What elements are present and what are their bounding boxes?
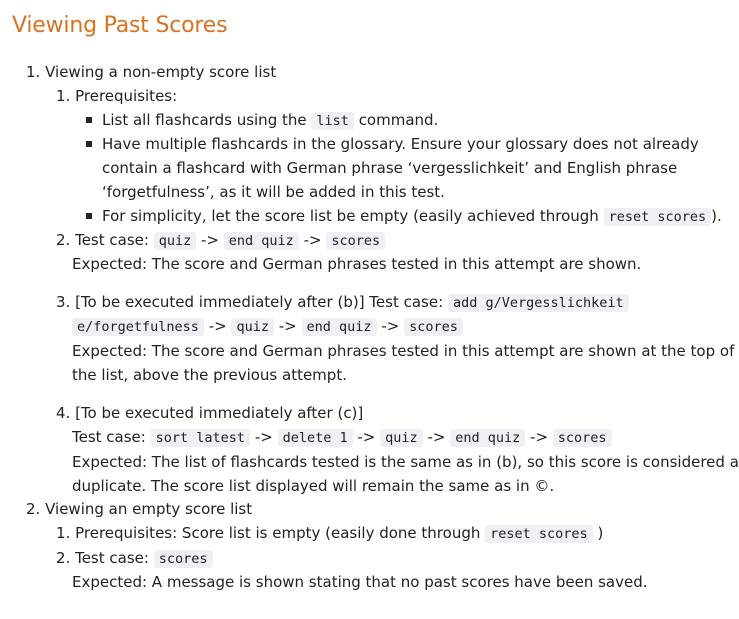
heading-text: Viewing an empty score list <box>45 500 253 518</box>
inline-code: end quiz <box>450 429 525 447</box>
inline-code: scores <box>326 232 385 250</box>
expected-text: Expected: The list of flashcards tested is the same as in (b), so this score is considered a <box>72 453 739 471</box>
text: ) <box>597 524 604 542</box>
arrow: -> <box>278 317 297 335</box>
test-case-line <box>72 316 463 337</box>
bullet-item-line: contain a flashcard with German phrase ‘vergesslichkeit’ and English phrase <box>102 159 678 177</box>
list-number: 1. <box>26 63 41 81</box>
bullet-item-line: Have multiple flashcards in the glossary. Ensure your glossary does not already <box>102 135 699 153</box>
bullet-item <box>102 206 722 227</box>
inline-code: scores <box>553 429 612 447</box>
inline-code: add g/Vergesslichkeit <box>448 294 629 312</box>
text: command. <box>358 111 439 129</box>
arrow: -> <box>201 231 219 249</box>
expected-text: Expected: A message is shown stating that no past scores have been saved. <box>72 573 648 591</box>
list-number: 2. <box>26 500 41 518</box>
inline-code: e/forgetfulness <box>72 318 204 336</box>
test-case-item <box>56 230 385 251</box>
text: Test case: <box>75 549 149 567</box>
list-number: 2. <box>56 549 71 567</box>
bullet-marker <box>86 213 92 219</box>
expected-text: duplicate. The score list displayed will remain the same as in ©. <box>72 477 555 495</box>
arrow: -> <box>303 231 322 249</box>
test-case-item <box>56 403 363 423</box>
prerequisites-item <box>56 523 603 544</box>
text: ). <box>711 207 722 225</box>
inline-code: quiz <box>380 429 423 447</box>
inline-code: end quiz <box>224 232 299 250</box>
inline-code: quiz <box>231 318 274 336</box>
test-case-item <box>56 292 629 313</box>
bullet-marker <box>86 141 92 147</box>
test-case-item <box>56 548 213 569</box>
list-number: 1. <box>56 87 71 105</box>
expected-text: Expected: The score and German phrases tested in this attempt are shown. <box>72 255 642 273</box>
arrow: -> <box>381 317 400 335</box>
text: Test case: <box>75 231 149 249</box>
arrow: -> <box>254 428 273 446</box>
inline-code: list <box>311 112 354 130</box>
list-number: 2. <box>56 231 71 249</box>
page-title: Viewing Past Scores <box>12 13 228 38</box>
inline-code: reset scores <box>485 525 593 543</box>
text: Prerequisites: Score list is empty (easily done through <box>75 524 481 542</box>
inline-code: scores <box>404 318 463 336</box>
section-1-heading <box>26 62 276 82</box>
expected-text: Expected: The score and German phrases tested in this attempt are shown at the top of <box>72 342 735 360</box>
text: Test case: <box>72 428 146 446</box>
section-2-heading <box>26 499 252 519</box>
inline-code: reset scores <box>604 208 712 226</box>
test-case-line <box>72 427 612 448</box>
list-number: 3. <box>56 293 71 311</box>
bullet-marker <box>86 117 92 123</box>
prereq-label: Prerequisites: <box>75 87 178 105</box>
inline-code: sort latest <box>151 429 250 447</box>
arrow: -> <box>427 428 446 446</box>
text: List all flashcards using the <box>102 111 307 129</box>
prerequisites-item <box>56 86 177 106</box>
inline-code: delete 1 <box>278 429 353 447</box>
arrow: -> <box>357 428 376 446</box>
text: For simplicity, let the score list be empty (easily achieved through <box>102 207 599 225</box>
expected-text: the list, above the previous attempt. <box>72 366 347 384</box>
list-number: 4. <box>56 404 71 422</box>
list-number: 1. <box>56 524 71 542</box>
text: [To be executed immediately after (c)] <box>75 404 364 422</box>
inline-code: end quiz <box>302 318 377 336</box>
inline-code: scores <box>154 550 213 568</box>
heading-text: Viewing a non-empty score list <box>45 63 277 81</box>
inline-code: quiz <box>154 232 197 250</box>
arrow: -> <box>208 317 227 335</box>
bullet-item <box>102 110 438 131</box>
text: [To be executed immediately after (b)] Test case: <box>75 293 444 311</box>
bullet-item-line: ‘forgetfulness’, as it will be added in this test. <box>102 183 445 201</box>
arrow: -> <box>530 428 549 446</box>
